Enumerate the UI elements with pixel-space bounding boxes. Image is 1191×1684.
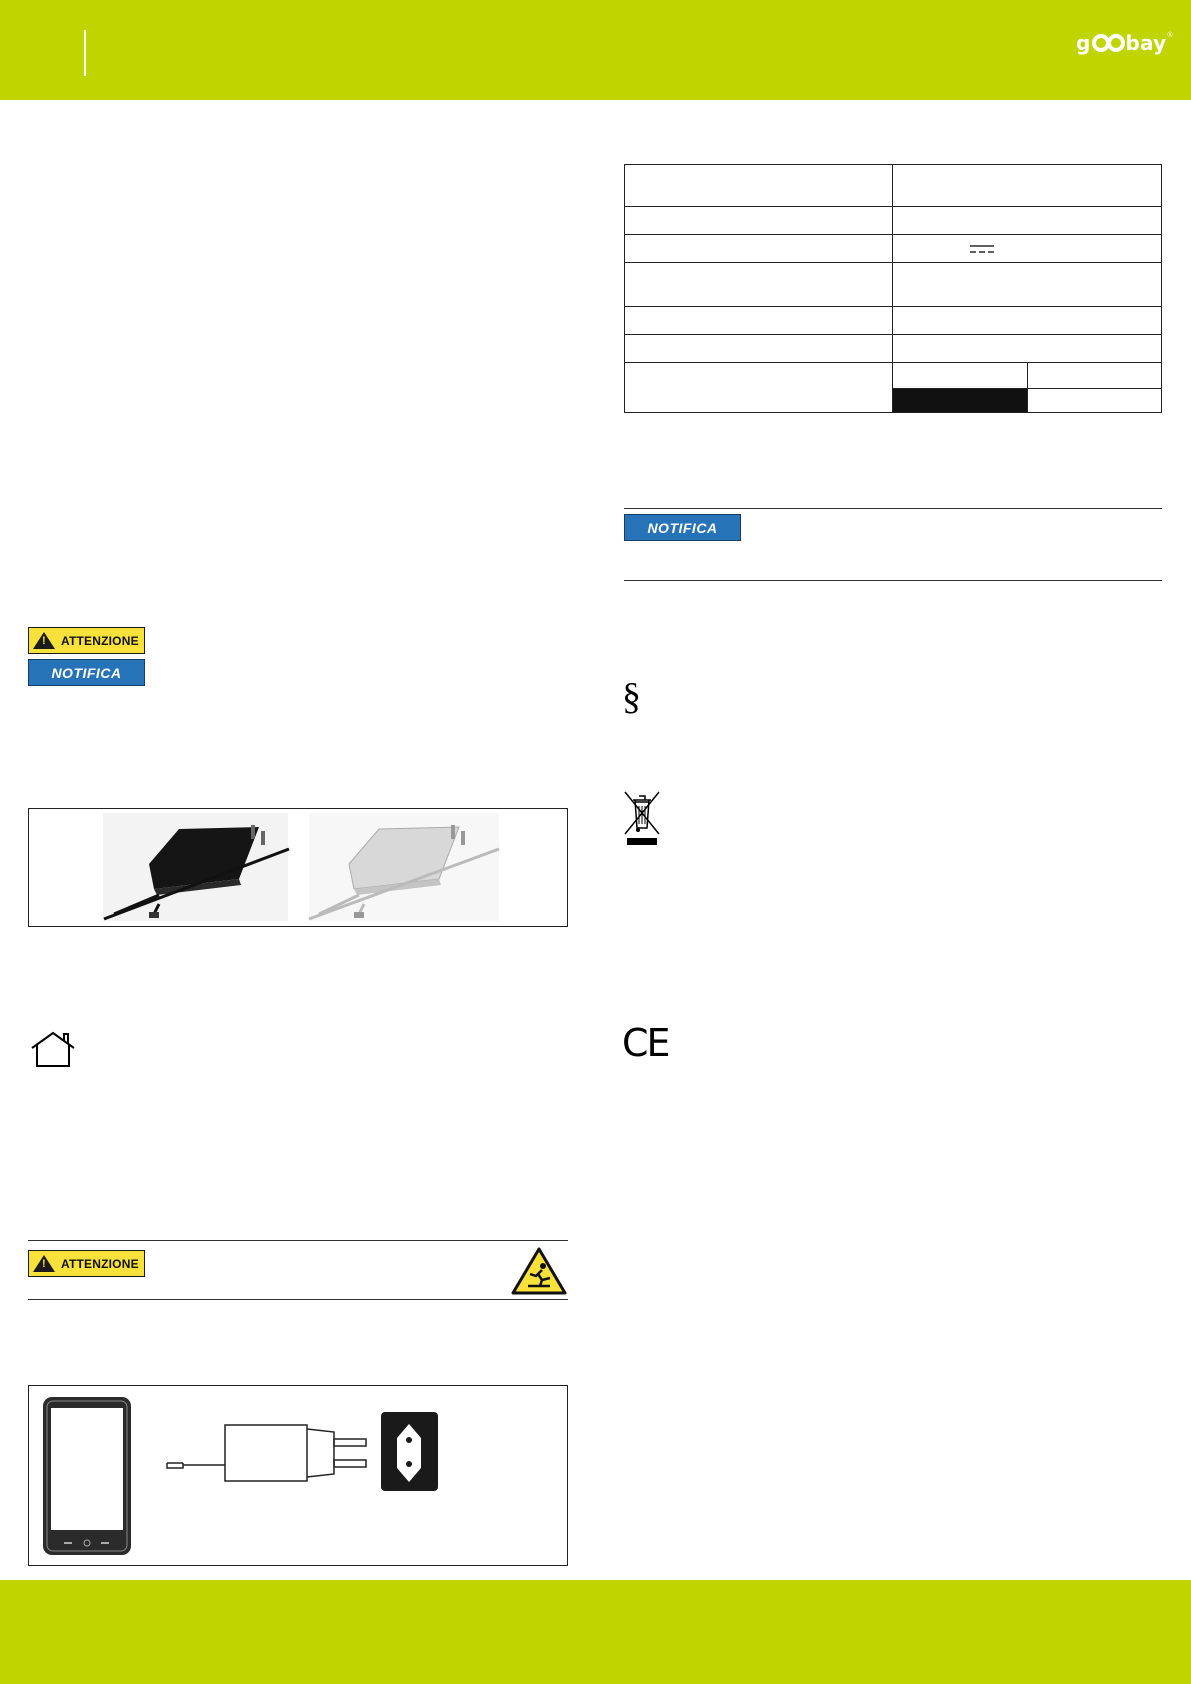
- table-row: [625, 235, 1162, 263]
- table-row: [625, 363, 1162, 389]
- house-icon: [28, 1030, 78, 1068]
- usage-diagram: [29, 1386, 569, 1567]
- warning-rule-top: [28, 1240, 568, 1241]
- table-row: [625, 165, 1162, 207]
- black-charger-image: [103, 813, 289, 921]
- wall-socket-icon: [381, 1412, 438, 1491]
- attention-label-2-text: ATTENZIONE: [61, 1256, 139, 1271]
- warning-triangle-icon: [33, 632, 55, 649]
- table-row: [625, 307, 1162, 335]
- trip-hazard-warning-icon: [510, 1246, 568, 1296]
- warning-rule-bottom: [28, 1299, 568, 1300]
- notice-rule-top: [624, 508, 1162, 509]
- ce-mark: CE: [622, 1021, 669, 1065]
- goobay-logo: [1076, 30, 1173, 56]
- color-swatch-black: [893, 389, 1028, 413]
- attention-label: [28, 627, 145, 654]
- logo-oo: [1092, 34, 1125, 52]
- attention-label-2: [28, 1250, 145, 1277]
- page-header: [0, 0, 1191, 100]
- notice-label: [28, 659, 145, 686]
- notice-label-text: NOTIFICA: [51, 664, 122, 681]
- usage-diagram-box: [28, 1385, 568, 1566]
- logo-text-right: bay: [1125, 31, 1167, 55]
- notice-rule-bottom: [624, 580, 1162, 581]
- table-row: [625, 207, 1162, 235]
- table-row: [625, 335, 1162, 363]
- logo-registered: ®: [1167, 32, 1173, 39]
- legal-paragraph-symbol: §: [622, 676, 641, 718]
- product-image-box: [28, 808, 568, 927]
- table-row: [625, 263, 1162, 307]
- smartphone-icon: [43, 1397, 131, 1555]
- direct-current-icon: [969, 244, 995, 254]
- white-charger-image: [309, 813, 499, 921]
- specifications-table: [624, 164, 1162, 413]
- attention-label-text: ATTENZIONE: [61, 633, 139, 648]
- crossed-out-bin-icon: [623, 790, 661, 846]
- header-divider: [84, 30, 86, 76]
- warning-triangle-icon: [33, 1255, 55, 1272]
- notice-label-2-text: NOTIFICA: [647, 519, 718, 536]
- product-images: [29, 809, 569, 928]
- notice-label-2: [624, 514, 741, 541]
- logo-text-left: g: [1076, 31, 1091, 55]
- page-footer: [0, 1580, 1191, 1684]
- charger-outline-icon: [167, 1425, 366, 1481]
